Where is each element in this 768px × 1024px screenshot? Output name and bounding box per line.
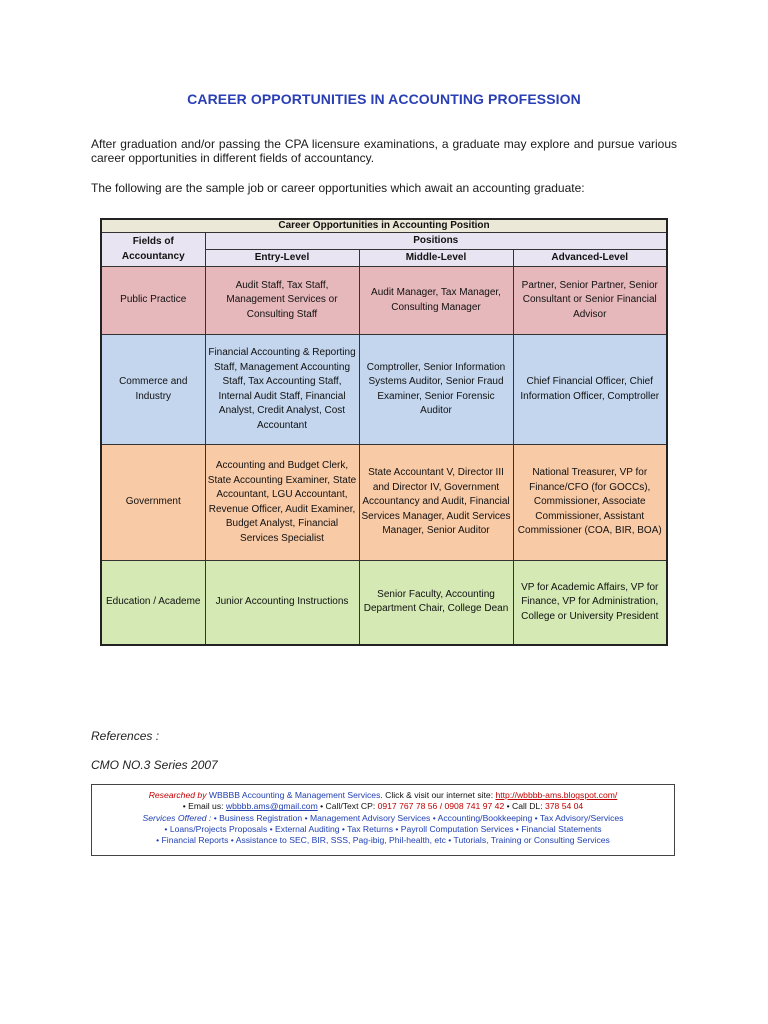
footer-line-1 [92,790,674,801]
services-label: Services Offered : [142,812,212,823]
level-advanced-header: Advanced-Level [513,250,667,267]
email-label: • Email us: [182,801,224,812]
entry-cell: Accounting and Budget Clerk, State Accounting Examiner, State Accountant, LGU Accountant, Revenue Officer, Audit Examiner, Budget Analyst, Financial Services Specialist [205,445,359,561]
services-line-3: • Financial Reports • Assistance to SEC, BIR, SSS, Pag-ibig, Phil-health, etc • Tutorials, Training or Consulting Services [156,835,610,846]
table-caption: Career Opportunities in Accounting Position [101,219,667,233]
table-row [101,267,667,335]
references-label: References : [91,729,160,743]
researched-by-label: Researched by [148,790,207,800]
field-cell: Education / Academe [101,561,205,645]
company-name: WBBBB Accounting & Management Services [208,790,381,800]
page-title: CAREER OPPORTUNITIES IN ACCOUNTING PROFESSION [187,91,581,107]
middle-cell: Audit Manager, Tax Manager, Consulting Manager [359,267,513,335]
positions-header: Positions [205,233,667,250]
middle-cell: Senior Faculty, Accounting Department Chair, College Dean [359,561,513,645]
advanced-cell: VP for Academic Affairs, VP for Finance, VP for Administration, College or University President [513,561,667,645]
table-row [101,335,667,445]
advanced-cell: National Treasurer, VP for Finance/CFO (for GOCCs), Commissioner, Associate Commissioner, Assistant Commissioner (COA, BIR, BOA) [513,445,667,561]
intro-paragraph: After graduation and/or passing the CPA licensure examinations, a graduate may explore and pursue various career opportunities in different fields of accountancy. [91,137,677,165]
call-dl-label: • Call DL: [506,801,543,812]
field-cell: Public Practice [101,267,205,335]
entry-cell: Audit Staff, Tax Staff, Management Services or Consulting Staff [205,267,359,335]
fields-header: Fields of Accountancy [101,233,205,267]
advanced-cell: Partner, Senior Partner, Senior Consultant or Senior Financial Advisor [513,267,667,335]
level-entry-header: Entry-Level [205,250,359,267]
table-row [101,445,667,561]
field-cell: Commerce and Industry [101,335,205,445]
intro-paragraph-2: The following are the sample job or career opportunities which await an accounting graduate: [91,181,585,195]
email-link[interactable]: wbbbb.ams@gmail.com [225,801,318,812]
footer-line-2 [92,801,674,812]
dl-number: 378 54 04 [544,801,584,812]
footer-line-3 [92,813,674,824]
cp-numbers: 0917 767 78 56 / 0908 741 97 42 [377,801,505,812]
middle-cell: State Accountant V, Director III and Director IV, Government Accountancy and Audit, Financial Services Manager, Audit Services Manager, Senior Auditor [359,445,513,561]
middle-cell: Comptroller, Senior Information Systems Auditor, Senior Fraud Examiner, Senior Forensic Auditor [359,335,513,445]
website-link[interactable]: http://wbbbb-ams.blogspot.com/ [495,790,618,800]
visit-text: . Click & visit our internet site: [380,790,494,800]
table-row [101,561,667,645]
career-table [100,218,668,646]
advanced-cell: Chief Financial Officer, Chief Information Officer, Comptroller [513,335,667,445]
footer-box [91,784,675,856]
services-line-2: • Loans/Projects Proposals • External Auditing • Tax Returns • Payroll Computation Services • Financial Statements [164,823,602,834]
call-text-label: • Call/Text CP: [320,801,376,812]
reference-item: CMO NO.3 Series 2007 [91,758,218,772]
entry-cell: Junior Accounting Instructions [205,561,359,645]
entry-cell: Financial Accounting & Reporting Staff, Management Accounting Staff, Tax Accounting Staff, Internal Audit Staff, Financial Analyst, Credit Analyst, Cost Accountant [205,335,359,445]
services-line-1: • Business Registration • Management Advisory Services • Accounting/Bookkeeping • Tax Advisory/Services [213,812,624,823]
level-middle-header: Middle-Level [359,250,513,267]
field-cell: Government [101,445,205,561]
